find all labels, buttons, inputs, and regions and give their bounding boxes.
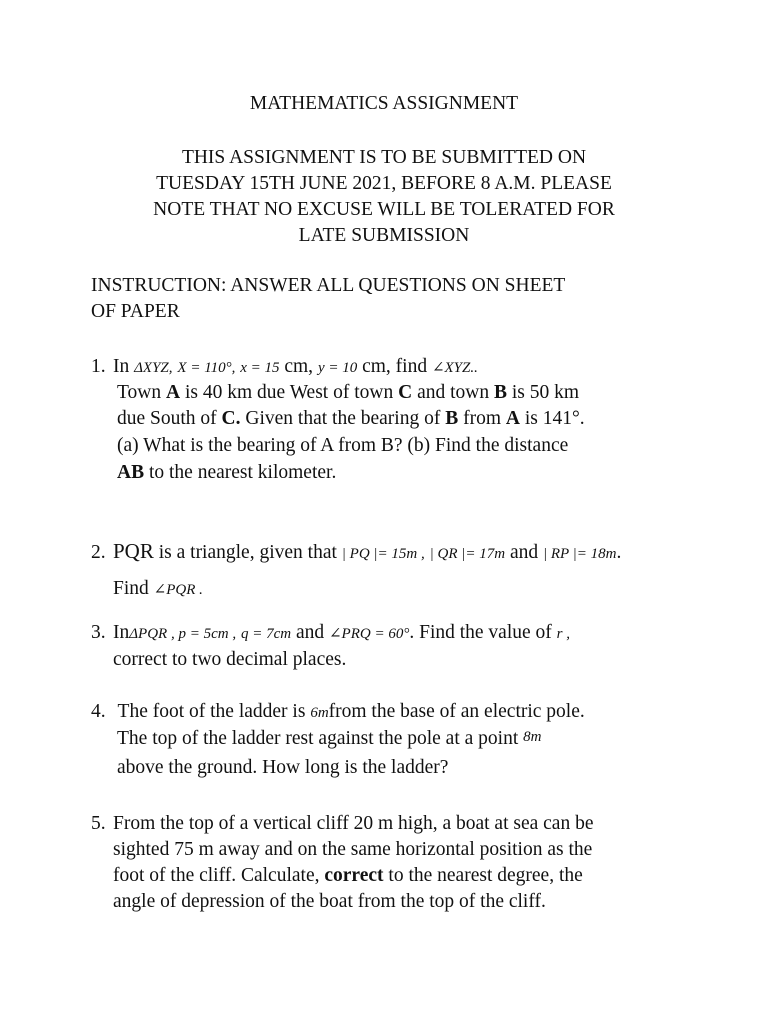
math-expression: ∠XYZ..: [431, 360, 478, 376]
question-5-line-1: [91, 812, 593, 836]
question-number: 5.: [91, 813, 106, 834]
math-expression: ∠PQR .: [153, 582, 203, 598]
point-label: A: [505, 408, 520, 429]
text: Town: [117, 382, 162, 403]
notice-line-3: NOTE THAT NO EXCUSE WILL BE TOLERATED FOR: [153, 199, 615, 220]
question-4-line-2: [117, 727, 541, 752]
question-1-line-4: (a) What is the bearing of A from B? (b) Find the distance: [117, 435, 569, 456]
math-expression: x = 15: [240, 360, 280, 376]
notice-line-2: TUESDAY 15TH JUNE 2021, BEFORE 8 A.M. PLEASE: [156, 173, 612, 194]
question-number: 4.: [91, 701, 106, 722]
question-1-line-3: [117, 407, 585, 431]
triangle-label: PQR: [113, 539, 154, 563]
math-expression: y = 10: [317, 360, 358, 376]
text: .: [616, 542, 622, 563]
point-label: C.: [221, 408, 241, 429]
instruction-line-1: INSTRUCTION: ANSWER ALL QUESTIONS ON SHEET: [91, 275, 566, 296]
question-4-line-1: [91, 700, 585, 725]
question-number: 1.: [91, 356, 106, 377]
math-expression: | RP |= 18m: [542, 546, 617, 562]
text: Find: [113, 578, 149, 599]
question-number: 2.: [91, 542, 106, 563]
text: from: [463, 408, 501, 429]
point-label: C: [398, 382, 413, 403]
text: is 50 km: [511, 382, 580, 403]
question-1-line-5: [117, 461, 336, 485]
text: Given that the bearing of: [245, 408, 441, 429]
notice-line-1: THIS ASSIGNMENT IS TO BE SUBMITTED ON: [181, 147, 587, 168]
text: cm,: [284, 356, 314, 377]
question-1-line-1: [91, 355, 478, 380]
question-3-line-2: correct to two decimal places.: [113, 649, 347, 670]
math-expression: q = 7cm: [240, 626, 292, 642]
text: and: [509, 542, 539, 563]
math-expression: ΔXYZ,: [134, 360, 173, 376]
point-label: A: [166, 382, 181, 403]
text: cm, find: [362, 356, 428, 377]
text: is a triangle, given that: [158, 542, 337, 563]
text: In: [113, 622, 130, 643]
text: In: [113, 356, 130, 377]
question-5-line-2: sighted 75 m away and on the same horizontal position as the: [113, 839, 593, 860]
math-expression: 6m: [310, 705, 329, 721]
text: The foot of the ladder is: [117, 701, 306, 722]
math-expression: X = 110°,: [177, 360, 236, 376]
math-expression: 8m: [523, 729, 542, 745]
question-number: 3.: [91, 622, 106, 643]
point-label: B: [445, 408, 459, 429]
page-title: MATHEMATICS ASSIGNMENT: [249, 93, 519, 114]
question-5-line-4: angle of depression of the boat from the top of the cliff.: [113, 891, 546, 912]
math-expression: ∠PRQ = 60°: [328, 626, 410, 642]
question-3-line-1: [91, 621, 570, 646]
text: and: [295, 622, 325, 643]
point-label: B: [493, 382, 507, 403]
text: The top of the ladder rest against the pole at a point: [117, 728, 519, 749]
text: to the nearest kilometer.: [148, 462, 337, 483]
point-label: AB: [117, 462, 145, 483]
math-expression: | PQ |= 15m ,: [341, 546, 425, 562]
notice-line-4: LATE SUBMISSION: [298, 225, 470, 246]
text: and town: [417, 382, 490, 403]
emphasis-text: correct: [324, 865, 384, 886]
question-2-line-1: [91, 539, 621, 566]
math-expression: | QR |= 17m: [429, 546, 506, 562]
question-5-line-3: [113, 864, 583, 888]
math-expression: ΔPQR , p = 5cm ,: [129, 626, 237, 642]
text: is 141°.: [524, 408, 585, 429]
text: . Find the value of: [409, 622, 552, 643]
question-4-line-3: above the ground. How long is the ladder?: [117, 757, 449, 778]
text: due South of: [117, 408, 217, 429]
text: to the nearest degree, the: [388, 865, 583, 886]
text: foot of the cliff. Calculate,: [113, 865, 320, 886]
instruction-line-2: OF PAPER: [91, 301, 180, 322]
question-1-line-2: [117, 381, 579, 405]
math-expression: r ,: [556, 626, 570, 642]
text: From the top of a vertical cliff 20 m high, a boat at sea can be: [113, 813, 594, 834]
text: from the base of an electric pole.: [328, 701, 585, 722]
question-2-line-2: [113, 577, 203, 602]
text: is 40 km due West of town: [184, 382, 394, 403]
